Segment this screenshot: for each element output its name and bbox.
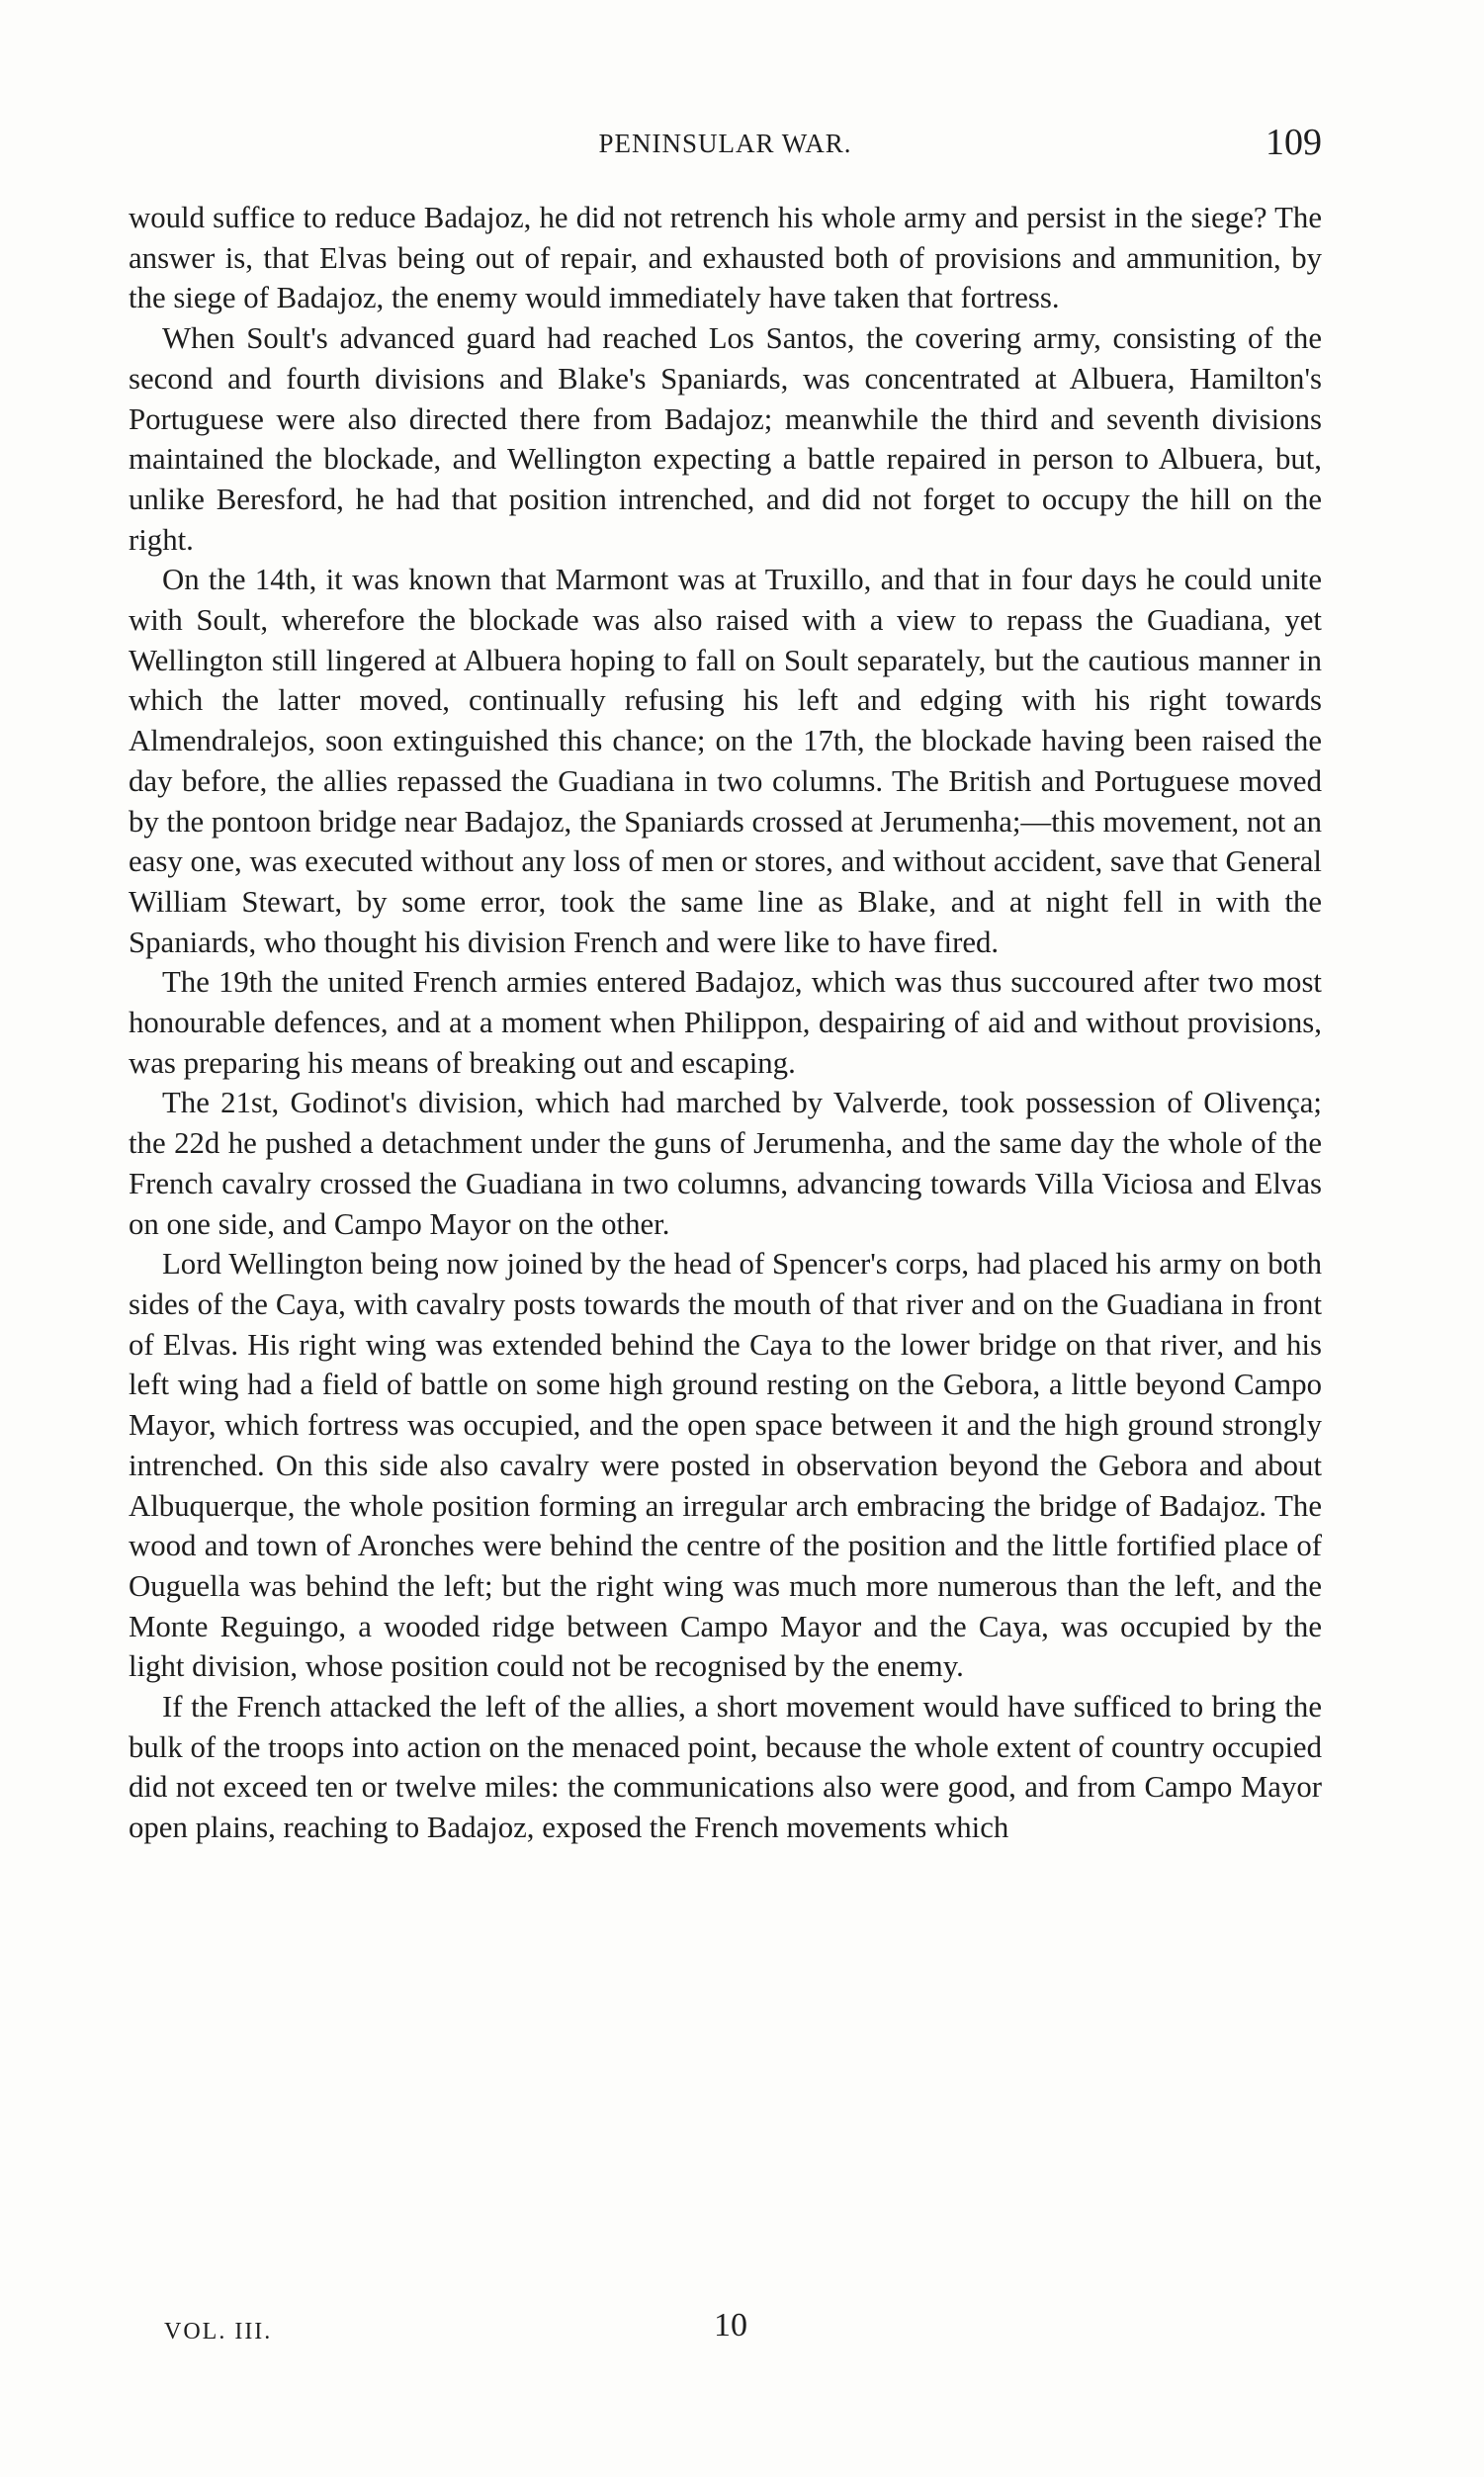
paragraph: If the French attacked the left of the allies, a short movement would have sufficed to bring the bulk of the troops into action on the menaced point, because the whole extent of country occupied did not exceed ten or twelve miles: the communications also were good, and from Campo Mayor open plains, reaching to Badajoz, exposed the French movements which [129, 1690, 1322, 1845]
body-text [129, 198, 1322, 1848]
running-title: PENINSULAR WAR. [598, 129, 852, 158]
volume-label: VOL. III. [164, 2319, 273, 2344]
paragraph: When Soult's advanced guard had reached Los Santos, the covering army, consisting of the second and fourth divisions and Blake's Spaniards, was concentrated at Albuera, Hamilton's Portuguese were also directed there from Badajoz; meanwhile the third and seventh divisions maintained the blockade, and Wellington expecting a battle repaired in person to Albuera, but, unlike Beresford, he had that position intrenched, and did not forget to occupy the hill on the right. [129, 321, 1322, 557]
signature-mark: 10 [714, 2307, 747, 2344]
paragraph: would suffice to reduce Badajoz, he did not retrench his whole army and persist in the siege? The answer is, that Elvas being out of repair, and exhausted both of provisions and ammunition, by the siege of Badajoz, the enemy would immediately have taken that fortress. [129, 201, 1322, 315]
page-footer [129, 2307, 1322, 2356]
paragraph: The 21st, Godinot's division, which had marched by Valverde, took possession of Olivença; the 22d he pushed a detachment under the guns of Jerumenha, and the same day the whole of the French cavalry crossed the Guadiana in two columns, advancing towards Villa Viciosa and Elvas on one side, and Campo Mayor on the other. [129, 1086, 1322, 1241]
paragraph: On the 14th, it was known that Marmont was at Truxillo, and that in four days he could unite with Soult, wherefore the blockade was also raised with a view to repass the Guadiana, yet Wellington still lingered at Albuera hoping to fall on Soult separately, but the cautious manner in which the latter moved, continually refusing his left and edging with his right towards Almendralejos, soon extinguished this chance; on the 17th, the blockade having been raised the day before, the allies repassed the Guadiana in two columns. The British and Portuguese moved by the pontoon bridge near Badajoz, the Spaniards crossed at Jerumenha;—this movement, not an easy one, was executed without any loss of men or stores, and without accident, save that General William Stewart, by some error, took the same line as Blake, and at night fell in with the Spaniards, who thought his division French and were like to have fired. [129, 563, 1322, 959]
paragraph: The 19th the united French armies entered Badajoz, which was thus succoured after two most honourable defences, and at a moment when Philippon, despairing of aid and without provisions, was preparing his means of breaking out and escaping. [129, 965, 1322, 1080]
running-head [129, 121, 1322, 170]
paragraph: Lord Wellington being now joined by the head of Spencer's corps, had placed his army on both sides of the Caya, with cavalry posts towards the mouth of that river and on the Guadiana in front of Elvas. His right wing was extended behind the Caya to the lower bridge on that river, and his left wing had a field of battle on some high ground resting on the Gebora, a little beyond Campo Mayor, which fortress was occupied, and the open space between it and the high ground strongly intrenched. On this side also cavalry were posted in observation beyond the Gebora and about Albuquerque, the whole position forming an irregular arch embracing the bridge of Badajoz. The wood and town of Aronches were behind the centre of the position and the little fortified place of Ouguella was behind the left; but the right wing was much more numerous than the left, and the Monte Reguingo, a wooded ridge between Campo Mayor and the Caya, was occupied by the light division, whose position could not be recognised by the enemy. [129, 1247, 1322, 1684]
page-number: 109 [1266, 122, 1322, 163]
